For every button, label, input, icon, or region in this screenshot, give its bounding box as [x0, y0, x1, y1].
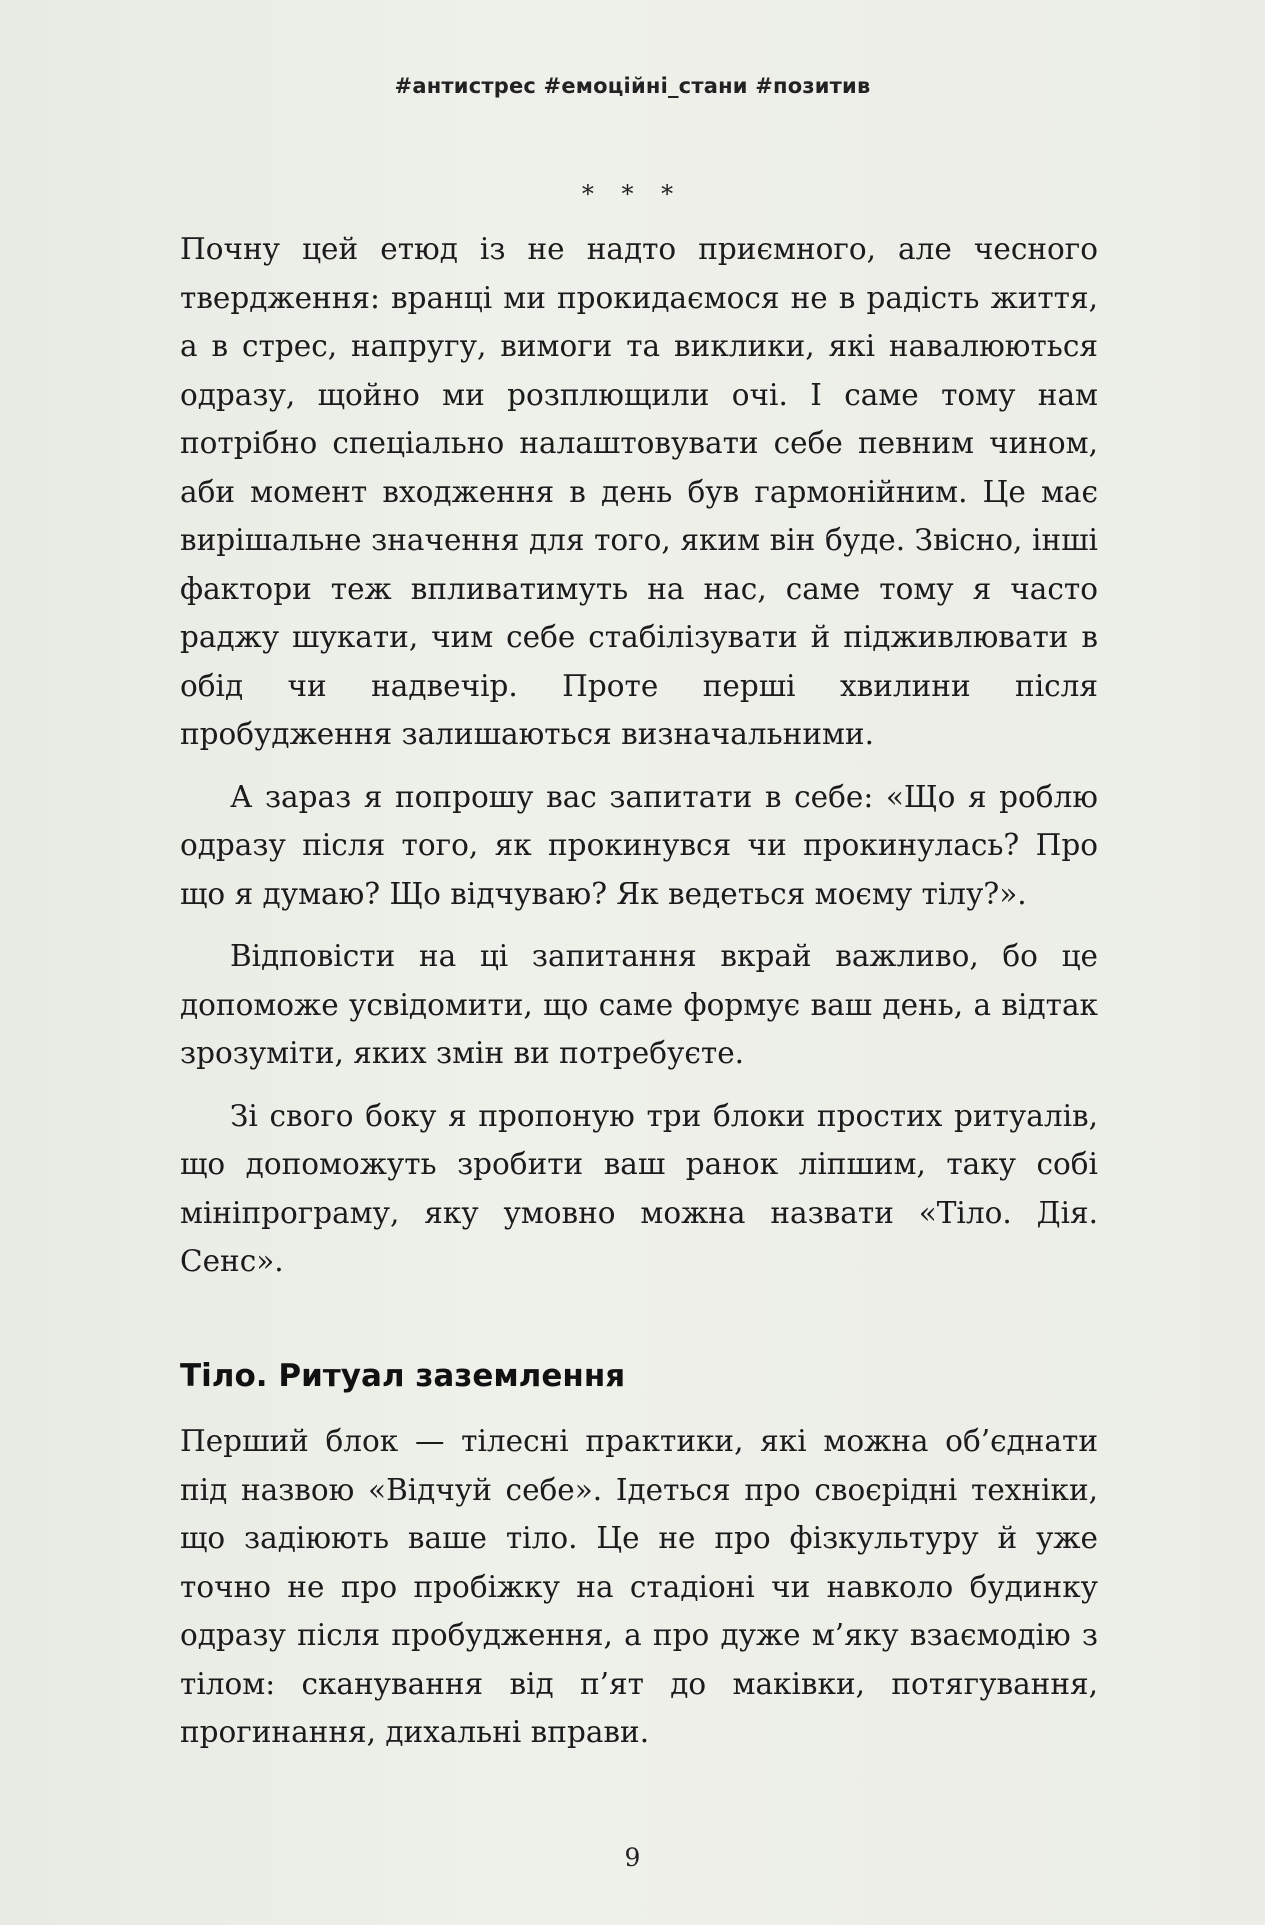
paragraph-1: Почну цей етюд із не надто приємного, але чесного твердження: вранці ми прокидаємося не в радість життя, а в стрес, напругу, вимоги та виклики, які навалюються одразу, щойно ми розплющили очі. І саме тому нам потрібно спеціально налаштовувати себе певним чином, аби момент входження в день був гармонійним. Це має вирішальне значення для того, яким він буде. Звісно, інші фактори теж впливатимуть на нас, саме тому я часто раджу шукати, чим себе стабілізувати й підживлювати в обід чи надвечір. Проте перші хвилини після пробудження залишаються визначальними.	[180, 232, 1098, 751]
paragraph-3: Відповісти на ці запитання вкрай важливо, бо це допоможе усвідомити, що саме формує ваш день, а відтак зрозуміти, яких змін ви потребуєте.	[180, 939, 1098, 1070]
intro-text-block	[180, 225, 1098, 1286]
running-header-tags: #антистрес #емоційні_стани #позитив	[394, 74, 871, 98]
page-number: 9	[624, 1843, 641, 1872]
paragraph-4: Зі свого боку я пропоную три блоки простих ритуалів, що допоможуть зробити ваш ранок ліпшим, таку собі мініпрограму, яку умовно можна назвати «Тіло. Дія. Сенс».	[180, 1098, 1098, 1278]
section-heading: Тіло. Ритуал заземлення	[180, 1358, 626, 1394]
section-paragraph: Перший блок — тілесні практики, які можна об’єднати під назвою «Відчуй себе». Ідеться про своєрідні техніки, що задіюють ваше тіло. Це не про фізкультуру й уже точно не про пробіжку на стадіоні чи навколо будинку одразу після пробудження, а про дуже м’яку взаємодію з тілом: сканування від п’ят до маківки, потягування, прогинання, дихальні вправи.	[180, 1424, 1098, 1749]
section-text-block	[180, 1417, 1098, 1757]
paragraph-2: А зараз я попрошу вас запитати в себе: «Що я роблю одразу після того, як прокинувся чи прокинулась? Про що я думаю? Що відчуваю? Як ведеться моєму тілу?».	[180, 779, 1098, 911]
section-break-asterisks: * * *	[581, 180, 684, 208]
